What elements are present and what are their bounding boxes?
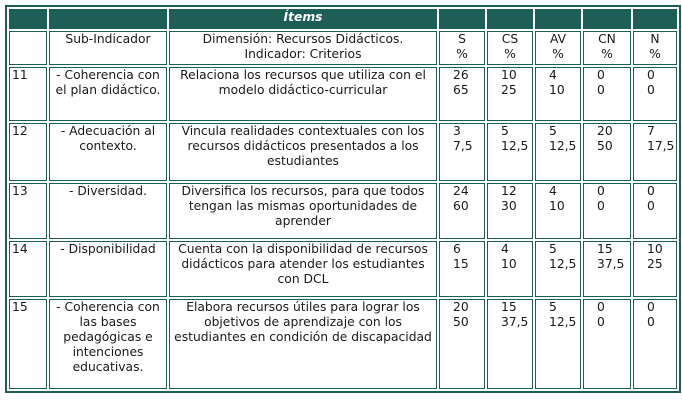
col-header-av (535, 31, 581, 65)
percent: 37,5 (597, 257, 625, 271)
count: 0 (597, 184, 605, 198)
percent: 37,5 (501, 315, 529, 329)
value-cn (583, 67, 631, 121)
count: 24 (453, 184, 469, 198)
header-blank-n (633, 9, 677, 29)
percent: 12,5 (501, 139, 529, 153)
items-title: Ítems (169, 9, 437, 29)
count: 15 (501, 300, 517, 314)
table-row (9, 67, 677, 121)
percent: 17,5 (647, 139, 675, 153)
count: 5 (549, 300, 557, 314)
percent: 0 (647, 315, 655, 329)
header-num-cell (9, 31, 47, 65)
percent: 0 (597, 199, 605, 213)
percent: 50 (453, 315, 469, 329)
col-header-s (439, 31, 485, 65)
count: 12 (501, 184, 517, 198)
value-s (439, 299, 485, 389)
percent: 30 (501, 199, 517, 213)
col-unit: % (649, 47, 661, 61)
percent: 0 (597, 83, 605, 97)
header-blank-cs (487, 9, 533, 29)
dimension-header (169, 31, 437, 65)
count: 5 (549, 242, 557, 256)
header-blank-num (9, 9, 47, 29)
sub-indicator: - Diversidad. (49, 183, 167, 239)
count: 0 (647, 68, 655, 82)
percent: 15 (453, 257, 469, 271)
percent: 12,5 (549, 139, 577, 153)
sub-indicator: - Disponibilidad (49, 241, 167, 297)
value-cs (487, 123, 533, 181)
value-s (439, 241, 485, 297)
item-number: 11 (9, 67, 47, 121)
value-cs (487, 299, 533, 389)
item-description: Cuenta con la disponibilidad de recursos didácticos para atender los estudiantes con DCL (169, 241, 437, 297)
col-code: CN (598, 32, 616, 46)
count: 3 (453, 124, 461, 138)
value-n (633, 241, 677, 297)
count: 10 (647, 242, 663, 256)
value-s (439, 67, 485, 121)
item-description: Vincula realidades contextuales con los recursos didácticos presentados a los estudiantes (169, 123, 437, 181)
criteria-table (5, 5, 681, 393)
item-number: 14 (9, 241, 47, 297)
value-cs (487, 183, 533, 239)
percent: 50 (597, 139, 613, 153)
criteria-table-wrapper (5, 5, 676, 393)
col-header-cs (487, 31, 533, 65)
sub-indicator: - Adecuación al contexto. (49, 123, 167, 181)
indicator-label: Indicador: Criterios (244, 47, 362, 61)
table-row (9, 299, 677, 389)
value-cn (583, 241, 631, 297)
count: 7 (647, 124, 655, 138)
col-unit: % (456, 47, 468, 61)
value-cn (583, 183, 631, 239)
count: 6 (453, 242, 461, 256)
table-row (9, 183, 677, 239)
percent: 0 (647, 83, 655, 97)
col-unit: % (601, 47, 613, 61)
col-code: N (650, 32, 660, 46)
count: 26 (453, 68, 469, 82)
col-unit: % (504, 47, 516, 61)
count: 15 (597, 242, 613, 256)
count: 5 (549, 124, 557, 138)
percent: 25 (647, 257, 663, 271)
count: 4 (501, 242, 509, 256)
count: 10 (501, 68, 517, 82)
col-code: CS (501, 32, 519, 46)
value-cs (487, 67, 533, 121)
percent: 10 (501, 257, 517, 271)
percent: 25 (501, 83, 517, 97)
count: 20 (597, 124, 613, 138)
sub-indicador-header: Sub-Indicador (49, 31, 167, 65)
value-n (633, 299, 677, 389)
percent: 12,5 (549, 315, 577, 329)
value-cs (487, 241, 533, 297)
percent: 12,5 (549, 257, 577, 271)
value-av (535, 67, 581, 121)
col-code: AV (549, 32, 567, 46)
count: 5 (501, 124, 509, 138)
percent: 60 (453, 199, 469, 213)
value-cn (583, 123, 631, 181)
value-av (535, 241, 581, 297)
item-description: Relaciona los recursos que utiliza con el modelo didáctico-curricular (169, 67, 437, 121)
header-blank-sub (49, 9, 167, 29)
header-blank-cn (583, 9, 631, 29)
percent: 0 (647, 199, 655, 213)
col-code: S (458, 32, 466, 46)
value-av (535, 183, 581, 239)
header-row-items (9, 9, 677, 29)
count: 0 (597, 300, 605, 314)
header-row-labels (9, 31, 677, 65)
value-cn (583, 299, 631, 389)
percent: 7,5 (453, 139, 473, 153)
col-header-cn (583, 31, 631, 65)
percent: 10 (549, 199, 565, 213)
count: 4 (549, 184, 557, 198)
percent: 0 (597, 315, 605, 329)
sub-indicator: - Coherencia con el plan didáctico. (49, 67, 167, 121)
dimension-label: Dimensión: Recursos Didácticos. (202, 32, 404, 46)
header-blank-av (535, 9, 581, 29)
item-number: 15 (9, 299, 47, 389)
count: 4 (549, 68, 557, 82)
value-n (633, 123, 677, 181)
count: 0 (597, 68, 605, 82)
col-header-n (633, 31, 677, 65)
item-number: 12 (9, 123, 47, 181)
percent: 65 (453, 83, 469, 97)
sub-indicator: - Coherencia con las bases pedagógicas e intenciones educativas. (49, 299, 167, 389)
count: 0 (647, 300, 655, 314)
item-description: Elabora recursos útiles para lograr los objetivos de aprendizaje con los estudiantes en condición de discapacidad (169, 299, 437, 389)
value-s (439, 183, 485, 239)
item-number: 13 (9, 183, 47, 239)
value-av (535, 123, 581, 181)
value-n (633, 183, 677, 239)
count: 0 (647, 184, 655, 198)
value-av (535, 299, 581, 389)
value-n (633, 67, 677, 121)
header-blank-s (439, 9, 485, 29)
col-unit: % (552, 47, 564, 61)
count: 20 (453, 300, 469, 314)
percent: 10 (549, 83, 565, 97)
table-row (9, 241, 677, 297)
table-row (9, 123, 677, 181)
value-s (439, 123, 485, 181)
item-description: Diversifica los recursos, para que todos tengan las mismas oportunidades de aprender (169, 183, 437, 239)
